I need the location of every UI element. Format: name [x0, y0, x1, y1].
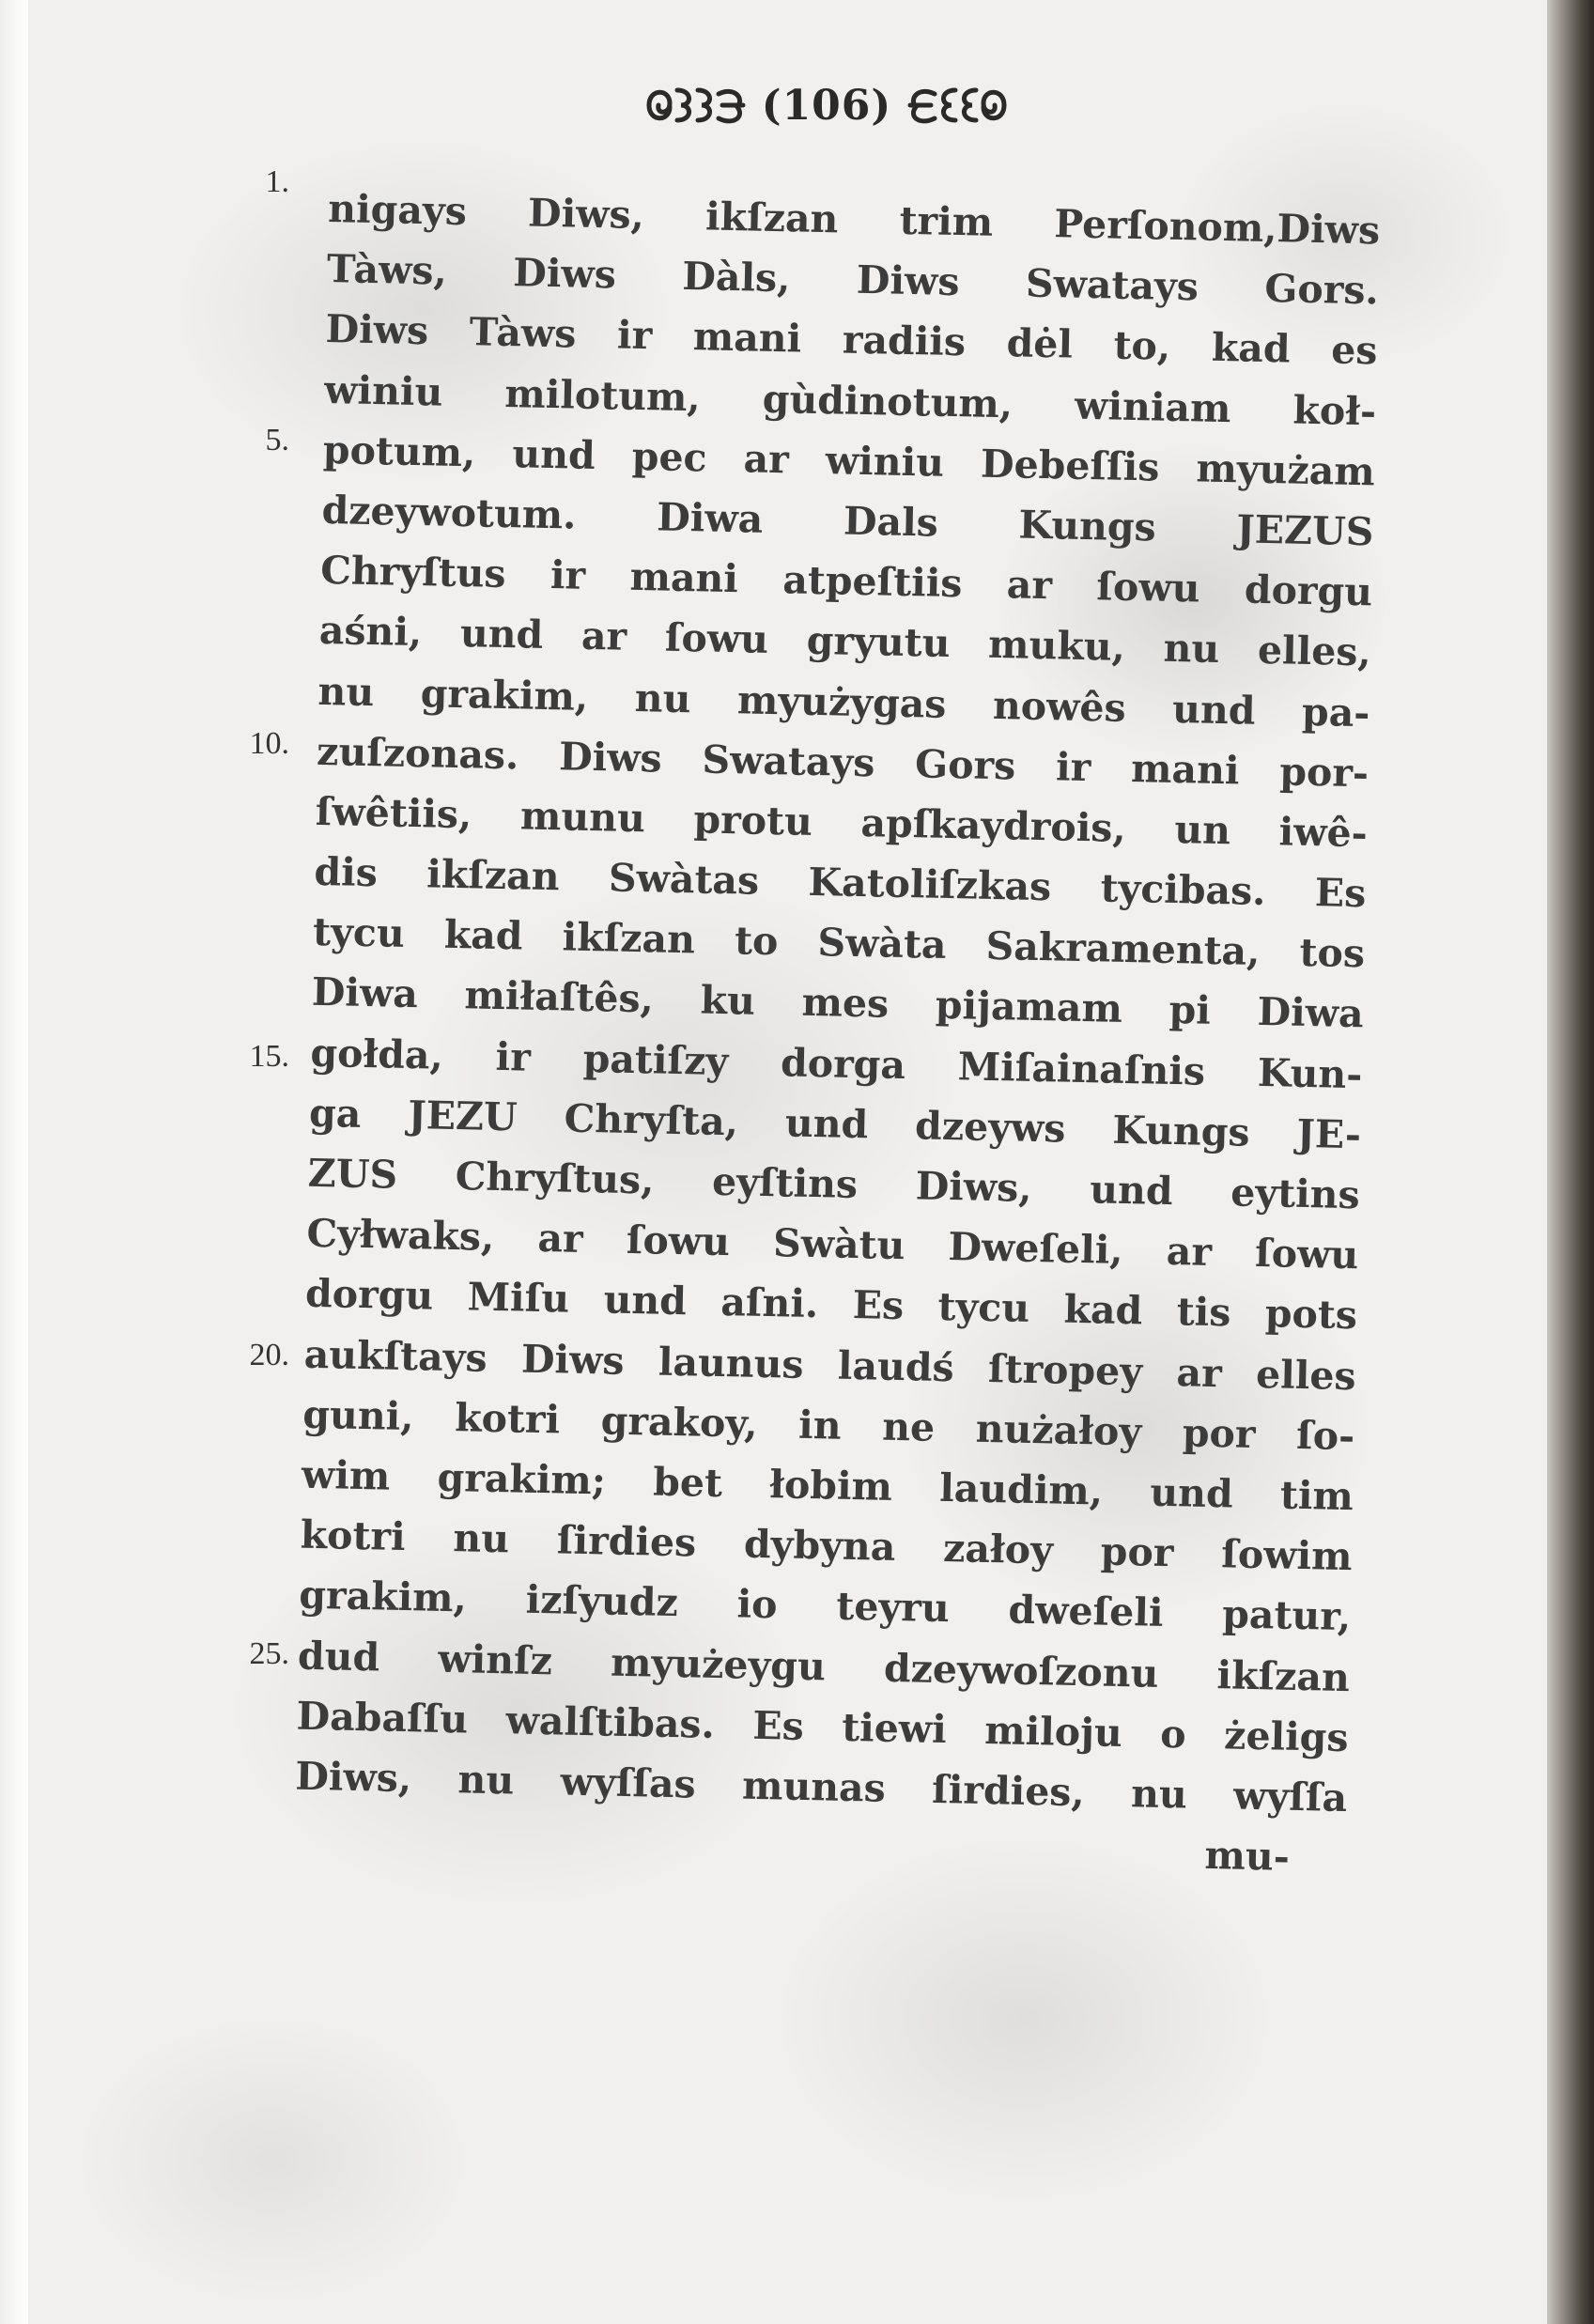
text-line: tycu kad ikſzan to Swàta Sakramenta, tos — [312, 909, 1366, 977]
text-line: nigays Diws, ikſzan trim Perſonom,Diws — [327, 185, 1381, 254]
text-line: grakim, izſyudz io teyru dweſeli patur, — [298, 1572, 1352, 1640]
text-line: dorgu Miſu und aſni. Es tycu kad tis pots — [304, 1271, 1358, 1339]
text-line: Diws Tàws ir mani radiis dėl to, kad es — [325, 306, 1378, 374]
line-number: 5. — [265, 423, 289, 457]
line-number: 20. — [249, 1338, 289, 1372]
text-line: ZUS Chryſtus, eyſtins Diws, und eytins — [307, 1150, 1361, 1218]
text-line: guni, kotri grakoy, in ne nużałoy por ſo- — [302, 1391, 1355, 1459]
text-line: ga JEZU Chryſta, und dzeyws Kungs JE- — [308, 1090, 1362, 1158]
book-spine-shadow — [1547, 0, 1594, 2324]
text-line: Diws, nu wyſſas munas ſirdies, nu wyſſa — [294, 1753, 1348, 1820]
catchword: mu- — [1204, 1832, 1291, 1880]
text-line: ſwêtiis, munu protu apſkaydrois, un iwê- — [315, 788, 1369, 857]
body-text — [293, 178, 1380, 1888]
text-line: Cyłwaks, ar ſowu Swàtu Dweſeli, ar ſowu — [305, 1210, 1359, 1278]
text-line: aśni, und ar ſowu gryutu muku, nu elles, — [318, 608, 1372, 675]
line-number: 1. — [265, 164, 289, 199]
text-line: potum, und pec ar winiu Debeſſis myużam — [322, 426, 1376, 495]
text-line: dis ikſzan Swàtas Katoliſzkas tycibas. Es — [314, 848, 1367, 917]
page-number: (106) — [761, 81, 892, 130]
text-line: zuſzonas. Diws Swatays Gors ir mani por- — [316, 728, 1370, 797]
running-head — [601, 68, 1052, 143]
text-line: Tàws, Diws Dàls, Diws Swatays Gors. — [326, 246, 1380, 314]
text-line: winiu milotum, gùdinotum, winiam koł- — [323, 366, 1377, 434]
text-line: Diwa miłaſtês, ku mes pijamam pi Diwa — [311, 969, 1365, 1037]
text-line: aukſtays Diws launus laudś ſtropey ar elles — [303, 1331, 1357, 1399]
text-line: Dabaſſu walſtibas. Es tiewi miloju o żeligs — [296, 1693, 1349, 1760]
book-page — [28, 0, 1547, 2324]
text-line: Chryſtus ir mani atpeſtiis ar ſowu dorgu — [319, 548, 1373, 615]
line-number: 25. — [249, 1636, 289, 1671]
text-line: dud winſz myużeygu dzeywoſzonu ikſzan — [297, 1633, 1351, 1700]
ornament-icon — [901, 77, 1014, 133]
text-line: gołda, ir patiſzy dorga Miſainaſnis Kun- — [310, 1030, 1363, 1097]
line-number: 15. — [249, 1039, 289, 1074]
scan-left-margin — [0, 0, 28, 2324]
text-line: wim grakim; bet łobim laudim, und tim — [301, 1451, 1354, 1520]
text-line: kotri nu ſirdies dybyna załoy por ſowim — [300, 1511, 1354, 1580]
text-line: nu grakim, nu myużygas nowês und pa- — [317, 668, 1370, 736]
line-number: 10. — [249, 726, 289, 761]
ornament-icon — [640, 77, 752, 133]
text-line: dzeywotum. Diwa Dals Kungs JEZUS — [321, 487, 1374, 555]
